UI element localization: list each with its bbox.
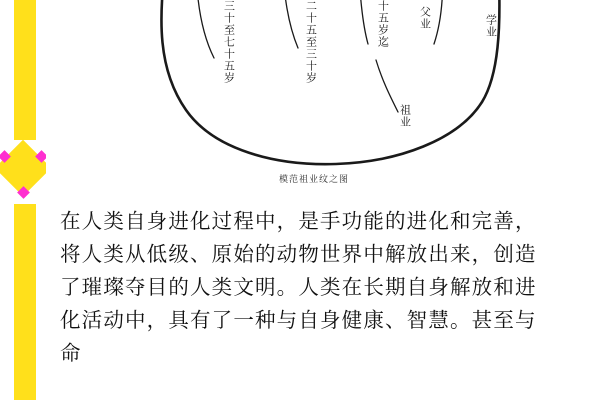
palm-diagram	[46, 0, 582, 196]
article-paragraph: 在人类自身进化过程中，是手功能的进化和完善，将人类从低级、原始的动物世界中解放出来，创造了璀璨夺目的人类文明。人类在长期自身解放和进化活动中，具有了一种与自身健康、智慧。甚至与命	[60, 211, 536, 365]
article-body	[46, 206, 546, 371]
diagram-label-0: 三十至七十五岁	[222, 0, 235, 84]
diagram-label-5: 祖业	[398, 104, 411, 128]
right-edge-strip	[582, 0, 600, 400]
left-decorative-rail	[0, 0, 46, 400]
diagram-label-3: 父业	[418, 6, 431, 30]
diagram-label-1: 二十五至三十岁	[304, 0, 317, 84]
diagram-caption: 模范祖业纹之图	[278, 174, 349, 184]
diagram-label-2: 十五岁迄	[376, 0, 389, 48]
diagram-label-4: 学业	[484, 14, 497, 38]
